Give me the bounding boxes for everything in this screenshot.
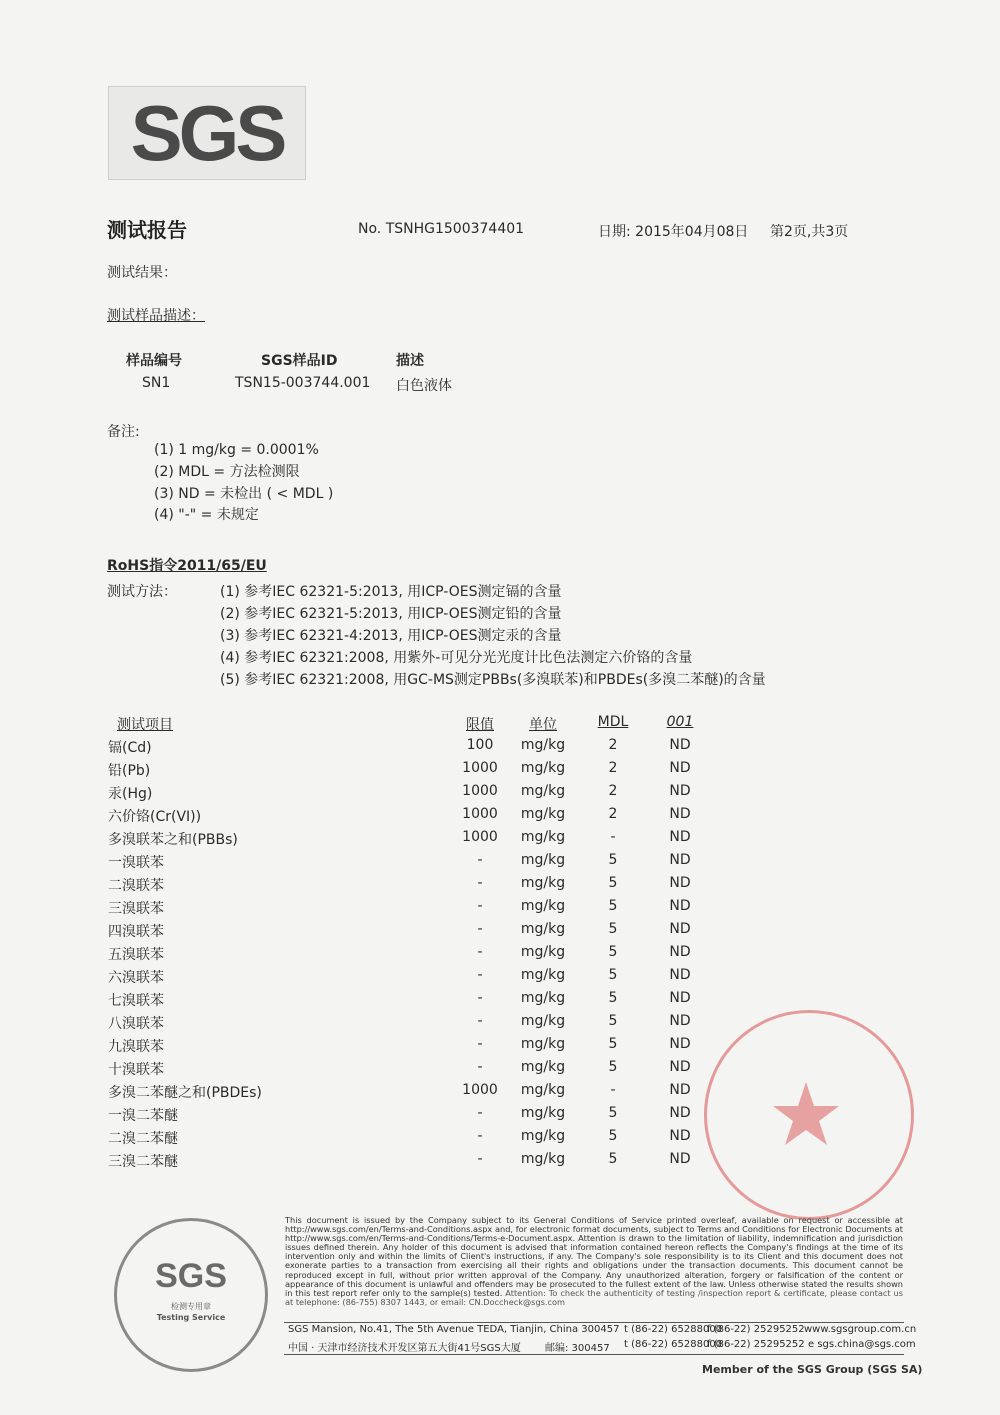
sgs-logo [108,86,306,180]
method-item: (3) 参考IEC 62321-4:2013, 用ICP-OES测定汞的含量 [220,628,562,644]
result-value: ND [669,944,691,960]
item-name: 六价铬(Cr(VI)) [108,809,202,825]
item-name: 五溴联苯 [108,947,164,963]
item-name: 镉(Cd) [108,740,152,756]
unit-value: mg/kg [520,829,566,845]
limit-value: - [477,875,483,891]
limit-value: - [477,1128,483,1144]
method-item: (1) 参考IEC 62321-5:2013, 用ICP-OES测定镉的含量 [220,584,562,600]
footer-disclaimer [285,1216,903,1307]
sample-description: 白色液体 [396,378,452,394]
result-value: ND [669,806,691,822]
limit-value: 1000 [462,1082,498,1098]
unit-value: mg/kg [520,967,566,983]
result-value: ND [669,1036,691,1052]
result-value: ND [669,967,691,983]
item-name: 多溴联苯之和(PBBs) [108,832,238,848]
email: e sgs.china@sgs.com [808,1339,916,1350]
mdl-value: 5 [608,1013,618,1029]
result-value: ND [669,783,691,799]
seal-star-icon [704,1010,908,1214]
limit-value: - [477,1013,483,1029]
unit-value: mg/kg [520,944,566,960]
results-table-header [0,714,1000,737]
unit-value: mg/kg [520,737,566,753]
unit-value: mg/kg [520,1128,566,1144]
sample-sgs-id: TSN15-003744.001 [235,375,371,391]
table-row [0,806,1000,829]
footer-divider [284,1354,904,1355]
mdl-value: 5 [608,1036,618,1052]
report-title: 测试报告 [107,218,187,242]
item-name: 四溴联苯 [108,924,164,940]
page-number: 第2页,共3页 [770,224,849,240]
result-value: ND [669,1059,691,1075]
sgs-testing-seal [114,1218,268,1372]
attention-text: Attention: To check the authenticity of testing /inspection report & certificate, please contact us at telephone: (86-755) 8307 1443, or email: CN.Doccheck@sgs.com [285,1287,903,1307]
limit-value: - [477,1105,483,1121]
limit-value: - [477,944,483,960]
item-name: 一溴二苯醚 [108,1108,178,1124]
item-name: 铅(Pb) [108,763,151,779]
unit-value: mg/kg [520,990,566,1006]
limit-value: 1000 [462,783,498,799]
item-name: 六溴联苯 [108,970,164,986]
item-name: 九溴联苯 [108,1039,164,1055]
tel-en: t (86-22) 65288000 [624,1324,723,1335]
unit-value: mg/kg [520,875,566,891]
fax-cn: f (86-22) 25295252 [707,1339,805,1350]
unit-value: mg/kg [520,783,566,799]
unit-value: mg/kg [520,1013,566,1029]
unit-value: mg/kg [520,1059,566,1075]
result-value: ND [669,737,691,753]
table-row [0,921,1000,944]
note-item: (3) ND = 未检出 ( < MDL ) [154,486,334,502]
table-row [0,967,1000,990]
col-header-limit: 限值 [466,717,494,733]
item-name: 七溴联苯 [108,993,164,1009]
sample-header-desc: 描述 [396,353,424,369]
member-line: Member of the SGS Group (SGS SA) [702,1363,923,1376]
mdl-value: 5 [608,852,618,868]
result-value: ND [669,829,691,845]
mdl-value: 5 [608,1151,618,1167]
unit-value: mg/kg [520,806,566,822]
report-number: No. TSNHG1500374401 [358,221,525,237]
item-name: 三溴联苯 [108,901,164,917]
rohs-title: RoHS指令2011/65/EU [107,558,267,574]
footer-divider [284,1322,904,1323]
result-value: ND [669,1151,691,1167]
result-value: ND [669,1013,691,1029]
unit-value: mg/kg [520,852,566,868]
item-name: 多溴二苯醚之和(PBDEs) [108,1085,262,1101]
item-name: 二溴联苯 [108,878,164,894]
item-name: 三溴二苯醚 [108,1154,178,1170]
method-item: (5) 参考IEC 62321:2008, 用GC-MS测定PBBs(多溴联苯)和PBDEs(多溴二苯醚)的含量 [220,672,766,688]
website: www.sgsgroup.com.cn [804,1324,917,1335]
table-row [0,944,1000,967]
mdl-value: 2 [608,760,618,776]
item-name: 一溴联苯 [108,855,164,871]
limit-value: 1000 [462,760,498,776]
mdl-value: 5 [608,875,618,891]
mdl-value: 2 [608,783,618,799]
result-value: ND [669,760,691,776]
item-name: 汞(Hg) [108,786,153,802]
mdl-value: - [610,829,616,845]
result-value: ND [669,852,691,868]
seal-sub: Testing Service [156,1313,226,1322]
sample-id: SN1 [142,375,171,391]
limit-value: - [477,921,483,937]
item-name: 八溴联苯 [108,1016,164,1032]
item-name: 十溴联苯 [108,1062,164,1078]
report-date: 日期: 2015年04月08日 [598,224,749,240]
mdl-value: 5 [608,1105,618,1121]
method-label: 测试方法： [107,584,177,600]
unit-value: mg/kg [520,760,566,776]
result-value: ND [669,1082,691,1098]
unit-value: mg/kg [520,1082,566,1098]
mdl-value: 5 [608,990,618,1006]
fax-en: f (86-22) 25295252 [707,1324,805,1335]
address-cn: 中国 · 天津市经济技术开发区第五大街41号SGS大厦 [288,1343,521,1354]
limit-value: - [477,1059,483,1075]
mdl-value: 2 [608,806,618,822]
seal-label: 检测专用章 [171,1302,211,1311]
limit-value: 1000 [462,829,498,845]
table-row [0,760,1000,783]
sample-header-sgs-id: SGS样品ID [261,353,338,369]
mdl-value: 5 [608,898,618,914]
result-value: ND [669,1105,691,1121]
result-value: ND [669,875,691,891]
unit-value: mg/kg [520,1105,566,1121]
mdl-value: 5 [608,1128,618,1144]
mdl-value: 5 [608,967,618,983]
limit-value: - [477,852,483,868]
table-row [0,852,1000,875]
limit-value: 100 [466,737,494,753]
result-value: ND [669,921,691,937]
limit-value: - [477,1036,483,1052]
postcode-cn: 邮编: 300457 [545,1343,610,1354]
note-item: (2) MDL = 方法检测限 [154,464,300,480]
result-value: ND [669,898,691,914]
limit-value: 1000 [462,806,498,822]
limit-value: - [477,898,483,914]
tel-cn: t (86-22) 65288000 [624,1339,723,1350]
company-seal-text [727,1163,826,1176]
limit-value: - [477,1151,483,1167]
method-item: (2) 参考IEC 62321-5:2013, 用ICP-OES测定铅的含量 [220,606,562,622]
sample-desc-label: 测试样品描述： [107,308,205,324]
notes-label: 备注: [107,424,140,440]
unit-value: mg/kg [520,1151,566,1167]
seal-logo: SGS [155,1257,227,1295]
unit-value: mg/kg [520,1036,566,1052]
address-en: SGS Mansion, No.41, The 5th Avenue TEDA, Tianjin, China 300457 [288,1324,620,1335]
limit-value: - [477,990,483,1006]
col-header-mdl: MDL [597,714,629,730]
mdl-value: 5 [608,1059,618,1075]
unit-value: mg/kg [520,921,566,937]
results-label: 测试结果： [107,265,177,281]
note-item: (4) "-" = 未规定 [154,507,259,523]
table-row [0,898,1000,921]
limit-value: - [477,967,483,983]
sample-header-id: 样品编号 [126,353,182,369]
method-item: (4) 参考IEC 62321:2008, 用紫外-可见分光光度计比色法测定六价铬的含量 [220,650,693,666]
col-header-item: 测试项目 [117,717,173,733]
mdl-value: 5 [608,944,618,960]
unit-value: mg/kg [520,898,566,914]
sgs-logo-text: SGS [130,88,284,177]
col-header-unit: 单位 [529,717,557,733]
table-row [0,737,1000,760]
mdl-value: 5 [608,921,618,937]
item-name: 二溴二苯醚 [108,1131,178,1147]
col-header-result: 001 [666,714,694,730]
result-value: ND [669,990,691,1006]
mdl-value: 2 [608,737,618,753]
table-row [0,875,1000,898]
disclaimer-text: This document is issued by the Company subject to its General Conditions of Service printed overleaf, available on request or accessible at http://www.sgs.com/en/Terms-and-Conditions.aspx and, for electronic format documents, subject to Terms and Conditions for Electronic Documents at http://www.sgs.com/en/Terms-and-Conditions/Terms-e-Document.aspx. Attention is drawn to the limitation of liability, indemnification and jurisdiction issues defined therein. Any holder of this document is advised that information contained hereon reflects the Company's findings at the time of its intervention only and within the limits of Client's instructions, if any. The Company's sole responsibility is to its Client and this document does not exonerate parties to a transaction from exercising all their rights and obligations under the transaction documents. This document cannot be reproduced except in full, without prior written approval of the Company. Any unauthorized alteration, forgery or falsification of the content or appearance of this document is unlawful and offenders may be prosecuted to the fullest extent of the law. Unless otherwise stated the results shown in this test report refer only to the sample(s) tested. [285,1215,903,1298]
mdl-value: - [610,1082,616,1098]
table-row [0,783,1000,806]
table-row [0,829,1000,852]
note-item: (1) 1 mg/kg = 0.0001% [154,442,319,458]
result-value: ND [669,1128,691,1144]
company-seal [704,1010,914,1220]
